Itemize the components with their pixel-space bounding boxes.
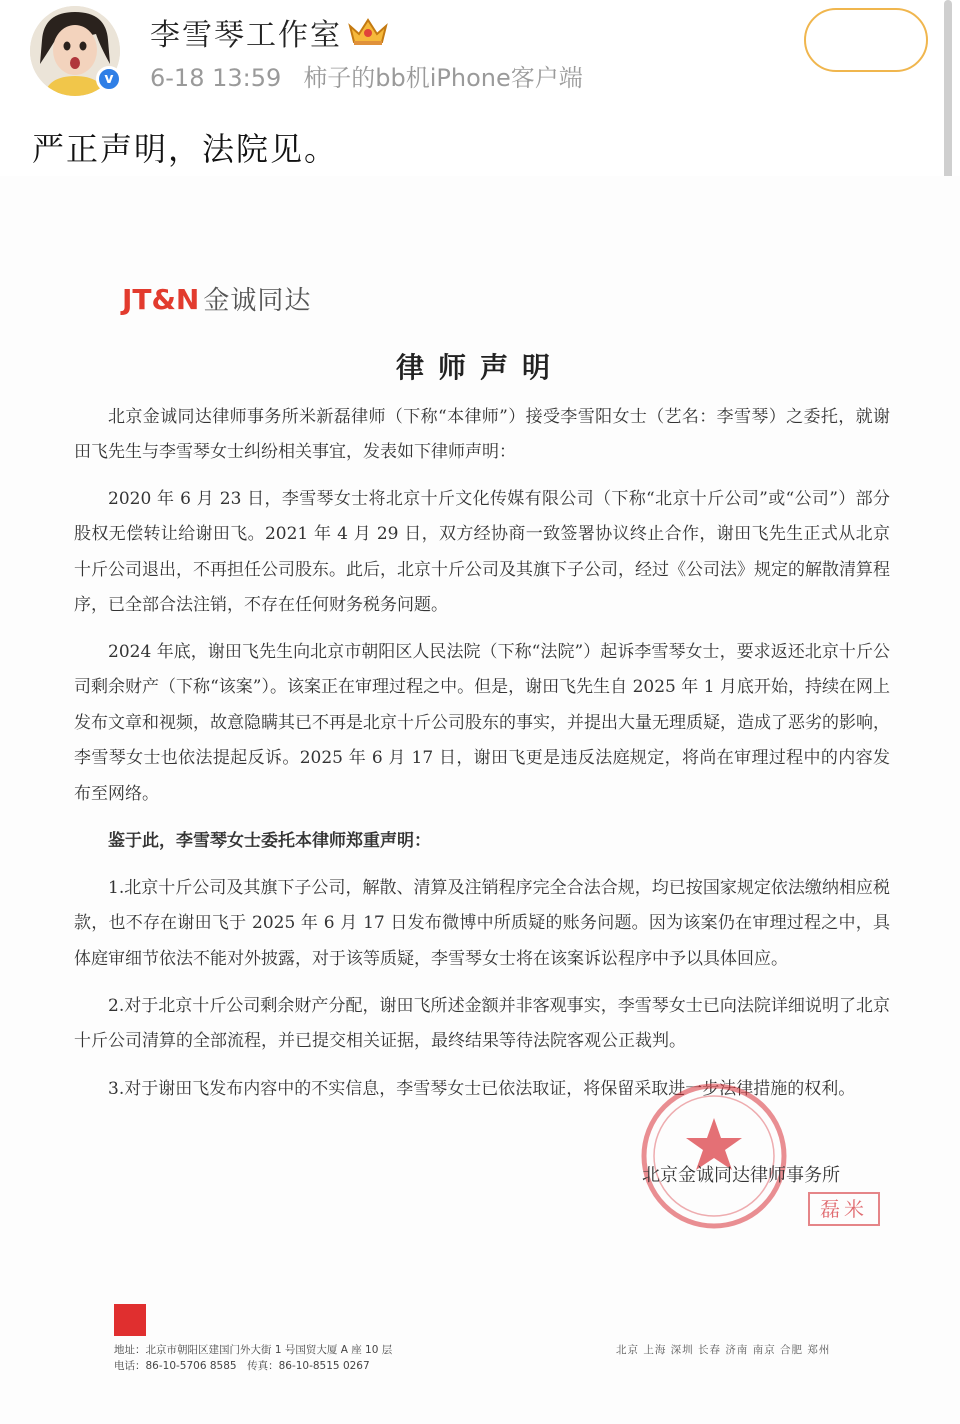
post-meta xyxy=(150,58,583,93)
firm-signature: 北京金诚同达律师事务所 xyxy=(642,1165,840,1186)
firm-logo xyxy=(122,280,311,317)
firm-logo-mark: JT&N xyxy=(122,283,200,316)
firm-seal-icon xyxy=(634,1076,794,1236)
declaration-heading: 鉴于此，李雪琴女士委托本律师郑重声明： xyxy=(108,831,431,851)
lawyer-signature: 磊米 xyxy=(808,1192,880,1226)
verified-badge-icon: v xyxy=(96,66,122,92)
firm-logo-name: 金诚同达 xyxy=(203,286,312,316)
crown-icon xyxy=(346,14,390,48)
follow-button[interactable] xyxy=(804,8,928,72)
lawsuit-paragraph: 2024 年底，谢田飞先生向北京市朝阳区人民法院（下称“法院”）起诉李雪琴女士，要求返还北京十斤公司剩余财产（下称“该案”）。该案正在审理过程之中。但是，谢田飞先生自 2025 年 1 月底开始，持续在网上发布文章和视频，故意隐瞒其已不再是北京十斤公司股东的事实，并提出大量无理质疑，造成了恶劣的影响，李雪琴女士也依法提起反诉。2025 年 6 月 17 日，谢田飞更是违反法庭规定，将尚在审理过程中的内容发布至网络。 xyxy=(74,642,890,804)
declaration-item-3: 3.对于谢田飞发布内容中的不实信息，李雪琴女士已依法取证，将保留采取进一步法律措施的权利。 xyxy=(108,1079,856,1099)
intro-paragraph: 北京金诚同达律师事务所米新磊律师（下称“本律师”）接受李雪阳女士（艺名：李雪琴）之委托，就谢田飞先生与李雪琴女士纠纷相关事宜，发表如下律师声明： xyxy=(74,407,890,463)
post-time: 6-18 13:59 xyxy=(150,64,282,92)
author-name[interactable]: 李雪琴工作室 xyxy=(150,18,342,53)
post-header xyxy=(0,0,960,100)
declaration-item-2: 2.对于北京十斤公司剩余财产分配，谢田飞所述金额并非客观事实，李雪琴女士已向法院详细说明了北京十斤公司清算的全部流程，并已提交相关证据，最终结果等待法院客观公正裁判。 xyxy=(74,996,890,1052)
document-title: 律师声明 xyxy=(395,351,564,384)
post-text: 严正声明，法院见。 xyxy=(32,130,339,168)
statement-image[interactable] xyxy=(0,176,960,1424)
declaration-item-1: 1.北京十斤公司及其旗下子公司，解散、清算及注销程序完全合法合规，均已按国家规定依法缴纳相应税款，也不存在谢田飞于 2025 年 6 月 17 日发布微博中所质疑的账务问题。因为该案仍在审理过程之中，具体庭审细节依法不能对外披露，对于该等质疑，李雪琴女士将在该案诉讼程序中予以具体回应。 xyxy=(74,878,890,969)
footer-brand-mark xyxy=(114,1304,146,1336)
footer-contact xyxy=(114,1342,392,1374)
footer-phone: 电话：86-10-5706 8585 传真：86-10-8515 0267 xyxy=(114,1360,370,1372)
post-source[interactable]: 柿子的bb机iPhone客户端 xyxy=(303,64,583,92)
footer-address: 地址：北京市朝阳区建国门外大街 1 号国贸大厦 A 座 10 层 xyxy=(114,1344,393,1356)
footer-cities: 北京 上海 深圳 长春 济南 南京 合肥 郑州 xyxy=(616,1344,831,1356)
background-paragraph: 2020 年 6 月 23 日，李雪琴女士将北京十斤文化传媒有限公司（下称“北京十斤公司”或“公司”）部分股权无偿转让给谢田飞。2021 年 4 月 29 日，双方经协商一致签署协议终止合作，谢田飞先生正式从北京十斤公司退出，不再担任公司股东。此后，北京十斤公司及其旗下子公司，经过《公司法》规定的解散清算程序，已全部合法注销，不存在任何财务税务问题。 xyxy=(74,489,890,616)
